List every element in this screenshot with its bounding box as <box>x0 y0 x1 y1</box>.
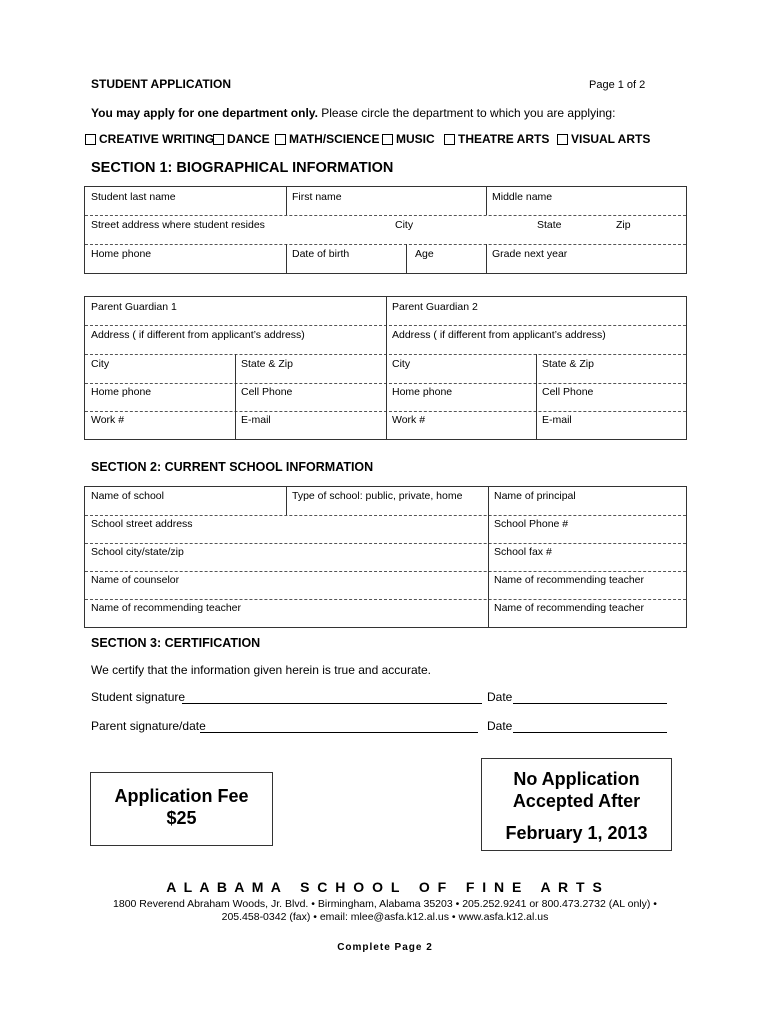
parent-info-table <box>84 296 687 440</box>
guardian1-address-field[interactable]: Address ( if different from applicant’s address) <box>91 329 305 341</box>
school-phone-field[interactable]: School Phone # <box>494 518 569 530</box>
recommending-teacher-field[interactable]: Name of recommending teacher <box>91 602 241 614</box>
student-date-label: Date <box>487 690 513 704</box>
student-street-field[interactable]: Street address where student resides <box>91 219 265 231</box>
school-name: A L A B A M A S C H O O L O F F I N E A R T S <box>166 879 604 895</box>
student-home-phone-field[interactable]: Home phone <box>91 248 152 260</box>
parent-signature-label: Parent signature/date <box>91 719 206 733</box>
checkbox-icon[interactable] <box>444 134 455 145</box>
deadline-date: February 1, 2013 <box>505 823 648 843</box>
dept-dance[interactable]: DANCE <box>213 132 270 146</box>
guardian2-state-zip-field[interactable]: State & Zip <box>542 358 594 370</box>
deadline-box <box>481 758 672 851</box>
school-contact: 205.458-0342 (fax) • email: mlee@asfa.k12.al.us • www.asfa.k12.al.us <box>221 911 549 923</box>
dept-math-science[interactable]: MATH/SCIENCE <box>275 132 379 146</box>
school-street-field[interactable]: School street address <box>91 518 193 530</box>
deadline-line2: Accepted After <box>512 791 641 811</box>
section2-title: SECTION 2: CURRENT SCHOOL INFORMATION <box>91 460 374 474</box>
guardian2-city-field[interactable]: City <box>392 358 411 370</box>
school-city-state-zip-field[interactable]: School city/state/zip <box>91 546 184 558</box>
guardian1-home-phone-field[interactable]: Home phone <box>91 386 152 398</box>
counselor-name-field[interactable]: Name of counselor <box>91 574 180 586</box>
application-fee-box <box>90 772 273 846</box>
form-title: STUDENT APPLICATION <box>91 77 231 91</box>
guardian1-work-field[interactable]: Work # <box>91 414 125 426</box>
principal-name-field[interactable]: Name of principal <box>494 490 576 502</box>
intro-text <box>91 106 615 120</box>
guardian2-home-phone-field[interactable]: Home phone <box>392 386 453 398</box>
student-city-field[interactable]: City <box>395 219 414 231</box>
fee-label: Application Fee <box>114 786 249 806</box>
school-info-table <box>84 486 687 628</box>
checkbox-icon[interactable] <box>382 134 393 145</box>
dept-music[interactable]: MUSIC <box>382 132 435 146</box>
guardian2-address-field[interactable]: Address ( if different from applicant’s address) <box>392 329 606 341</box>
fee-amount: $25 <box>166 808 197 828</box>
checkbox-icon[interactable] <box>557 134 568 145</box>
student-info-table <box>84 186 687 274</box>
student-zip-field[interactable]: Zip <box>616 219 631 231</box>
guardian1-email-field[interactable]: E-mail <box>241 414 271 426</box>
student-signature-line[interactable] <box>182 703 482 704</box>
school-fax-field[interactable]: School fax # <box>494 546 552 558</box>
student-age-field[interactable]: Age <box>415 248 434 260</box>
student-signature-label: Student signature <box>91 690 186 704</box>
complete-page-2: Complete Page 2 <box>337 942 433 953</box>
checkbox-icon[interactable] <box>85 134 96 145</box>
dept-visual-arts[interactable]: VISUAL ARTS <box>557 132 650 146</box>
dept-creative-writing[interactable]: CREATIVE WRITING <box>85 132 214 146</box>
school-type-field[interactable]: Type of school: public, private, home <box>292 490 463 502</box>
guardian1-state-zip-field[interactable]: State & Zip <box>241 358 293 370</box>
guardian2-work-field[interactable]: Work # <box>392 414 426 426</box>
intro-bold: You may apply for one department only. <box>91 106 318 120</box>
guardian2-field[interactable]: Parent Guardian 2 <box>392 301 478 313</box>
student-grade-field[interactable]: Grade next year <box>492 248 568 260</box>
school-name-field[interactable]: Name of school <box>91 490 164 502</box>
guardian2-email-field[interactable]: E-mail <box>542 414 572 426</box>
guardian1-cell-phone-field[interactable]: Cell Phone <box>241 386 293 398</box>
guardian1-field[interactable]: Parent Guardian 1 <box>91 301 177 313</box>
school-address: 1800 Reverend Abraham Woods, Jr. Blvd. • Birmingham, Alabama 35203 • 205.252.9241 or 800.473.2732 (AL only) • <box>113 898 657 910</box>
student-last-name-field[interactable]: Student last name <box>91 191 176 203</box>
section1-title: SECTION 1: BIOGRAPHICAL INFORMATION <box>91 160 394 176</box>
parent-date-label: Date <box>487 719 513 733</box>
section3-title: SECTION 3: CERTIFICATION <box>91 636 261 650</box>
page-number: Page 1 of 2 <box>589 79 646 91</box>
student-dob-field[interactable]: Date of birth <box>292 248 350 260</box>
parent-date-line[interactable] <box>513 732 667 733</box>
deadline-line1: No Application <box>513 769 640 789</box>
recommending-teacher-field[interactable]: Name of recommending teacher <box>494 602 644 614</box>
intro-rest: Please circle the department to which you are applying: <box>321 106 616 120</box>
dept-theatre-arts[interactable]: THEATRE ARTS <box>444 132 549 146</box>
student-date-line[interactable] <box>513 703 667 704</box>
guardian1-city-field[interactable]: City <box>91 358 110 370</box>
recommending-teacher-field[interactable]: Name of recommending teacher <box>494 574 644 586</box>
student-middle-name-field[interactable]: Middle name <box>492 191 553 203</box>
checkbox-icon[interactable] <box>213 134 224 145</box>
guardian2-cell-phone-field[interactable]: Cell Phone <box>542 386 594 398</box>
certify-statement: We certify that the information given herein is true and accurate. <box>91 663 431 677</box>
student-state-field[interactable]: State <box>537 219 562 231</box>
student-first-name-field[interactable]: First name <box>292 191 342 203</box>
checkbox-icon[interactable] <box>275 134 286 145</box>
parent-signature-line[interactable] <box>200 732 478 733</box>
